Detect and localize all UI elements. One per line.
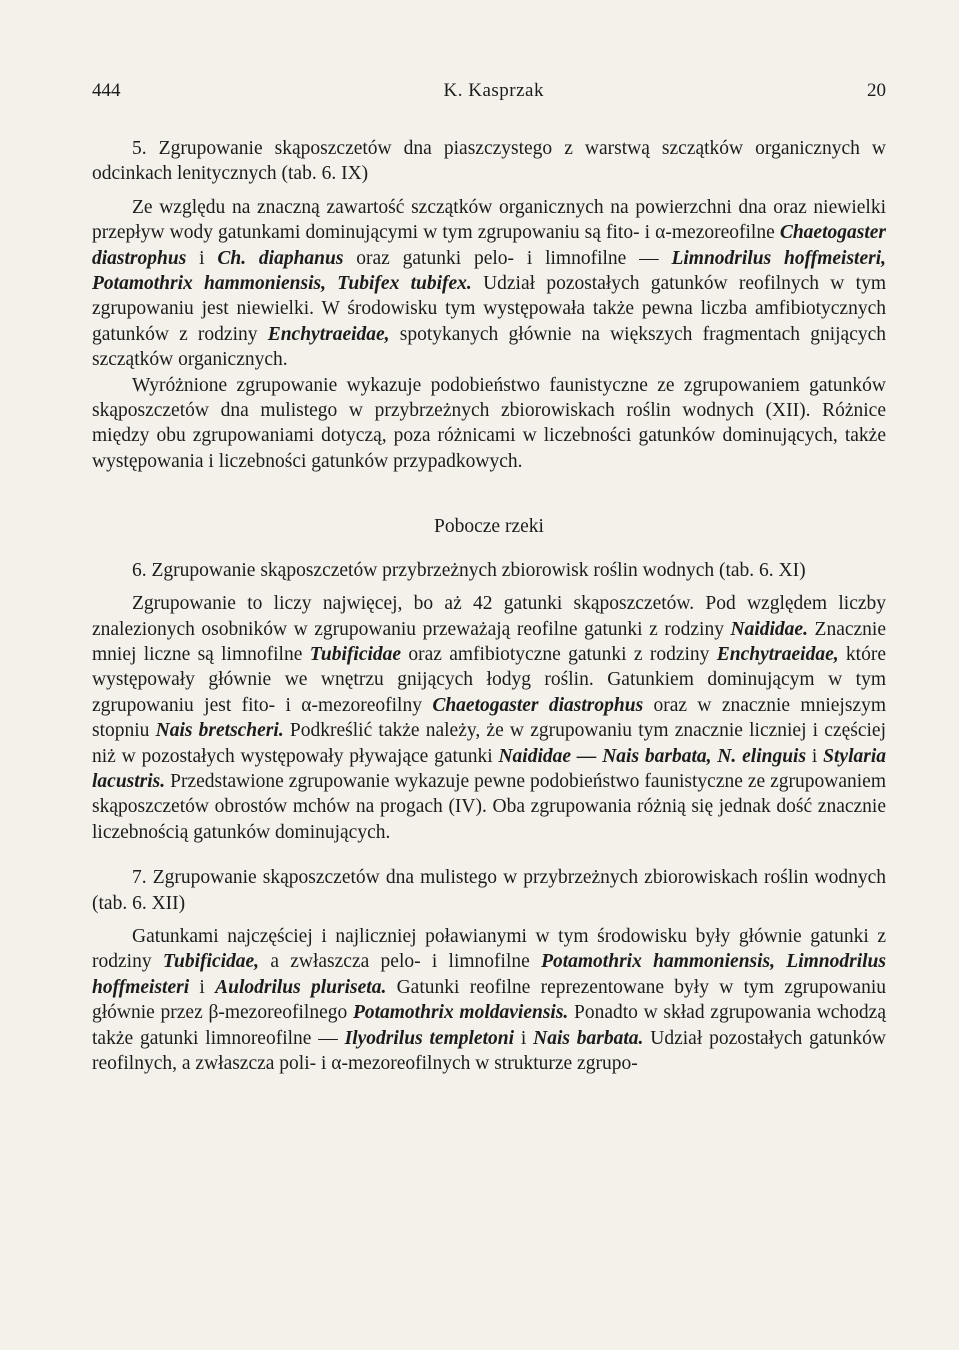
family-name: Tubificidae xyxy=(309,643,402,665)
species-name: Ch. diaphanus xyxy=(217,247,344,269)
species-name: Nais bretscheri. xyxy=(155,720,284,742)
species-name: Ilyodrilus templetoni xyxy=(344,1027,514,1049)
family-name: Enchytraeidae, xyxy=(267,323,390,345)
page-number: 444 xyxy=(92,80,121,101)
species-name: Potamothrix hammoniensis, Limnodrilus hoffmeisteri xyxy=(92,951,886,998)
section-7-paragraph-1: Gatunkami najczęściej i najliczniej poławianymi w tym środowisku były głównie gatunki z rodziny Tubificidae, a zwłaszcza pelo- i limnofilne Potamothrix hammoniensis, Limnodrilus hoffmeisteri i Aulodrilus pluriseta. Gatunki reofilne reprezentowane były w tym zgrupowaniu głównie przez β-mezoreofilnego Potamothrix moldaviensis. Ponadto w skład zgrupowania wchodzą także gatunki limnoreofilne — Ilyodrilus templetoni i Nais barbata. Udział pozostałych gatunków reofilnych, a zwłaszcza poli- i α-mezoreofilnych w strukturze zgrupo- xyxy=(92,925,887,1074)
section-5-paragraph-1: Ze względu na znaczną zawartość szczątków organicznych na powierzchni dna oraz niewielki przepływ wody gatunkami dominującymi w tym zgrupowaniu są fito- i α-mezoreofilne Chaetogaster diastrophus i Ch. diaphanus oraz gatunki pelo- i limnofilne — Limnodrilus hoffmeisteri, Potamothrix hammoniensis, Tubifex tubifex. Udział pozostałych gatunków reofilnych w tym zgrupowaniu jest niewielki. W środowisku tym występowała także pewna liczba amfibiotycznych gatunków z rodziny Enchytraeidae, spotykanych głównie na większych fragmentach gnijących szczątków organicznych. xyxy=(92,196,887,371)
section-title: Pobocze rzeki xyxy=(434,516,544,538)
species-name: Chaetogaster diastrophus xyxy=(432,694,644,716)
volume-number: 20 xyxy=(867,80,886,101)
family-name: Enchytraeidae, xyxy=(716,643,839,665)
species-name: Stylaria lacustris. xyxy=(92,745,887,792)
section-6-paragraph-1: Zgrupowanie to liczy najwięcej, bo aż 42 gatunki skąposzczetów. Pod względem liczby znalezionych osobników w zgrupowaniu przeważają reofilne gatunki z rodziny Naididae. Znacznie mniej liczne są limnofilne Tubificidae oraz amfibiotyczne gatunki z rodziny Enchytraeidae, które występowały głównie we wnętrzu gnijących łodyg roślin. Gatunkiem dominującym w tym zgrupowaniu jest fito- i α-mezoreofilny Chaetogaster diastrophus oraz w znacznie mniejszym stopniu Nais bretscheri. Podkreślić także należy, że w zgrupowaniu tym znacznie liczniej i częściej niż w pozostałych występowały pływające gatunki Naididae — Nais barbata, N. elinguis i Stylaria lacustris. Przedstawione zgrupowanie wykazuje pewne podobieństwo faunistyczne ze zgrupowaniem skąposzczetów obrostów mchów na progach (IV). Oba zgrupowania różnią się jednak dość znacznie liczebnością gatunków dominujących. xyxy=(92,593,887,843)
species-name: Limnodrilus hoffmeisteri, Potamothrix hammoniensis, Tubifex tubifex. xyxy=(92,247,887,295)
family-name: Naididae. xyxy=(730,618,808,640)
section-7-heading: 7. Zgrupowanie skąposzczetów dna mulistego w przybrzeżnych zbiorowiskach roślin wodnych (tab. 6. XII) xyxy=(92,867,886,914)
page xyxy=(92,78,886,1076)
section-5-heading: 5. Zgrupowanie skąposzczetów dna piaszczystego z warstwą szczątków organicznych w odcinkach lenitycznych (tab. 6. IX) xyxy=(92,138,886,185)
section-6-heading: 6. Zgrupowanie skąposzczetów przybrzeżnych zbiorowisk roślin wodnych (tab. 6. XI) xyxy=(132,559,806,581)
running-author: K. Kasprzak xyxy=(443,80,544,101)
species-name: Potamothrix moldaviensis. xyxy=(352,1002,569,1024)
species-name: Chaetogaster diastrophus xyxy=(92,222,886,269)
species-name: Nais barbata. xyxy=(533,1027,644,1049)
family-name: Tubificidae, xyxy=(162,951,260,973)
species-name: Aulodrilus pluriseta. xyxy=(215,976,387,998)
running-header xyxy=(92,78,886,108)
species-name: Naididae — Nais barbata, N. elinguis xyxy=(498,745,807,767)
section-5-paragraph-2: Wyróżnione zgrupowanie wykazuje podobieństwo faunistyczne ze zgrupowaniem gatunków skąposzczetów dna mulistego w przybrzeżnych zbiorowiskach roślin wodnych (XII). Różnice między obu zgrupowaniami dotyczą, poza różnicami w liczebności gatunków dominujących, także występowania i liczebności gatunków przypadkowych. xyxy=(92,374,886,472)
